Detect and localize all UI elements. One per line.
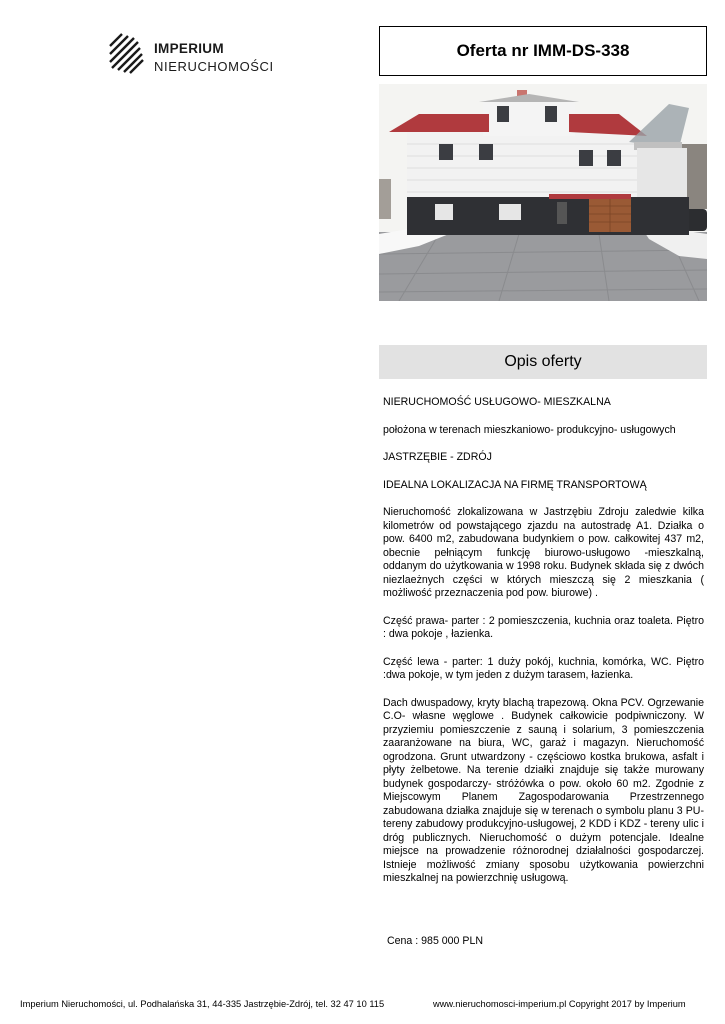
property-heading: NIERUCHOMOŚĆ USŁUGOWO- MIESZKALNA	[383, 396, 611, 408]
location-type: położona w terenach mieszkaniowo- produkcyjno- usługowych	[383, 423, 676, 436]
price: Cena : 985 000 PLN	[387, 935, 484, 947]
offer-title: Oferta nr IMM-DS-338	[456, 41, 630, 60]
description-paragraph-4: Dach dwuspadowy, kryty blachą trapezową. Okna PCV. Ogrzewanie C.O- własne węglowe . Budynek całkowicie podpiwniczony. W przyziemiu pomieszczenie z sauną i solarium, 3 pomieszczenia zaaranżowane na biura, WC, garaż i magazyn. Nieruchomość ogrodzona. Grunt utwardzony - częściowo kostka brukowa, asfalt i płyty żelbetowe. Na terenie działki znajduje się także murowany budynek gospodarczy- stróżówka o pow. około 60 m2. Zgodnie z Miejscowym Planem Zagospodarowania Przestrzennego zabudowana działka znajduje się w terenach o symbolu planu 3 PU- tereny zabudowy produkcyjno-usługowej, 2 KDD i KDZ - tereny ulic i dróg publicznych. Nieruchomość o dużym potencjale. Idealne miejsce na prowadzenie różnorodnej działalności gospodarczej. Istnieje możliwość zmiany sposobu użytkowania powierzchni mieszkalnej na powierzchnię usługową.	[383, 696, 704, 884]
description-paragraph-3: Część lewa - parter: 1 duży pokój, kuchnia, komórka, WC. Piętro :dwa pokoje, w tym jeden z dużym tarasem, łazienka.	[383, 655, 704, 681]
footer-website-copyright: www.nieruchomosci-imperium.pl Copyright 2017 by Imperium	[433, 999, 686, 1009]
description-paragraph-1: Nieruchomość zlokalizowana w Jastrzębiu Zdroju zaledwie kilka kilometrów od powstającego zjazdu na autostradę A1. Działka o pow. 6400 m2, zabudowana budynkiem o pow. całkowitej 437 m2, obecnie pełniącym funkcję biurowo-usługowo -mieszkalną, oddanym do użytkowania w 1998 roku. Budynek składa się z dwóch niezlaeżnych części w których mieszczą się 2 mieszkania ( możliwość przeznaczenia pod pow. biurowe) .	[383, 506, 704, 599]
property-photo	[379, 84, 707, 301]
tagline: IDEALNA LOKALIZACJA NA FIRMĘ TRANSPORTOWĄ	[383, 478, 647, 491]
offer-number-box	[379, 26, 707, 76]
description-paragraph-2: Część prawa- parter : 2 pomieszczenia, kuchnia oraz toaleta. Piętro : dwa pokoje , łazienka.	[383, 614, 704, 640]
city: JASTRZĘBIE - ZDRÓJ	[383, 451, 492, 463]
footer-address: Imperium Nieruchomości, ul. Podhalańska 31, 44-335 Jastrzębie-Zdrój, tel. 32 47 10 115	[20, 999, 385, 1009]
logo-line1: IMPERIUM	[154, 41, 224, 56]
description-header-label: Opis oferty	[504, 353, 582, 370]
company-logo	[108, 32, 278, 78]
description-content	[383, 396, 704, 900]
logo-line2: NIERUCHOMOŚCI	[154, 59, 274, 74]
diagonal-stripes-logo-icon	[108, 32, 146, 74]
description-header	[379, 345, 707, 379]
